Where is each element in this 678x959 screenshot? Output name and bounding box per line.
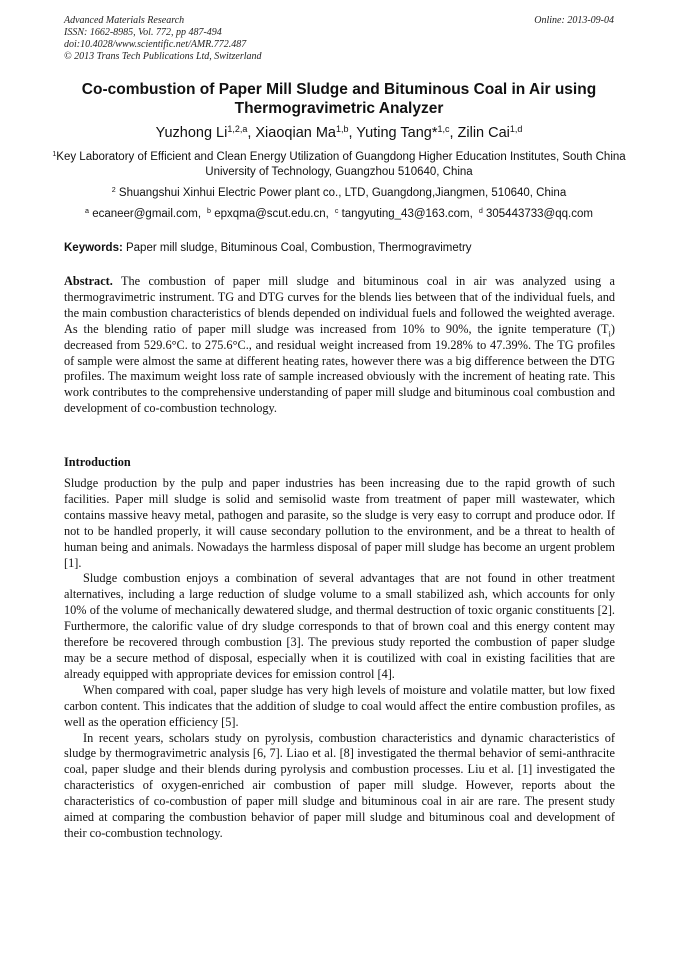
keywords-label: Keywords: [64,242,123,254]
copyright-line: © 2013 Trans Tech Publications Ltd, Switzerland [64,51,262,62]
section-heading: Introduction [64,455,131,469]
email-link[interactable]: epxqma@scut.edu.cn, [214,208,329,220]
email-link[interactable]: ecaneer@gmail.com, [92,208,202,220]
doi-line: doi:10.4028/www.scientific.net/AMR.772.487 [64,39,247,50]
paper-title: Co-combustion of Paper Mill Sludge and Bituminous Coal in Air using Thermogravimetric Analyzer [81,81,597,117]
email-item: $^c$ tangyuting_43@163.com, [334,207,473,220]
online-date-text: Online: 2013-09-04 [534,15,614,26]
paragraph: When compared with coal, paper sludge has very high levels of moisture and volatile matter, but low fixed carbon content. This indicates that the addition of sludge to coal would affect the entire combustion profiles, as well as the operation efficiency [5]. [64,682,615,729]
email-link[interactable]: tangyuting_43@163.com, [341,208,473,220]
affiliation-1: $^1$Key Laboratory of Efficient and Clean Energy Utilization of Guangdong Higher Education Institutes, South China University of Technology, Guangzhou 510640, China [52,150,626,178]
author: Zilin Cai$^{1,d}$ [457,124,523,141]
author: Yuzhong Li$^{1,2,a}$, [155,124,256,141]
email-item: $^a$ ecaneer@gmail.com, [85,207,202,220]
online-date [534,15,614,27]
introduction-body [64,476,615,842]
keywords-line [64,241,616,255]
issn-line: ISSN: 1662-8985, Vol. 772, pp 487-494 [64,27,222,38]
author: Yuting Tang*$^{1,c}$, [356,124,458,141]
email-link[interactable]: 305443733@qq.com [486,208,593,220]
keywords-text: Paper mill sludge, Bituminous Coal, Combustion, Thermogravimetry [122,242,472,254]
email-list [20,207,658,221]
paragraph: Sludge combustion enjoys a combination of several advantages that are not found in other treatment alternatives, including a large reduction of sludge volume to a small stabilized ash, which accounts for only 10% of the volume of mechanically dewatered sludge, and thermal destruction of toxic organic constituents [2]. Furthermore, the calorific value of dry sludge corresponds to that of brown coal and this energy content may therefore be recovered through combustion [3]. The previous study reported the combustion of paper sludge may be a secure method of disposal, especially when it is coutilized with coal in existing facilities that are already equipped with appropriate devices for emission control [4]. [64,571,615,681]
paragraph: In recent years, scholars study on pyrolysis, combustion characteristics and dynamic characteristics of sludge by thermogravimetric analysis [6, 7]. Liao et al. [8] investigated the thermal behavior of semi-anthracite coal, paper sludge and their blends during pyrolysis and combustion processes. Liu et al. [1] investigated the characteristics of oxygen-enriched air combustion of paper mill sludge. However, reports about the characteristics of co-combustion of paper mill sludge and bituminous coal in air are rare. The present study aimed at comparing the combustion behavior of paper mill sludge and bituminous coal and development of their co-combustion technology. [64,730,615,840]
author: Xiaoqian Ma$^{1,b}$, [255,124,357,141]
abstract-label: Abstract. [64,274,113,288]
affiliation-2: $^2$ Shuangshui Xinhui Electric Power plant co., LTD, Guangdong,Jiangmen, 510640, China [111,186,567,199]
abstract: Abstract. The combustion of paper mill sludge and bituminous coal in air was analyzed using a thermogravimetric instrument. TG and DTG curves for the blends lies between that of the individual fuels, and the main combustion characteristics of blends depended on individual fuels and followed the weighted average. As the blending ratio of paper mill sludge was increased from 10% to 90%, the ignite temperature $(T_i)$ decreased from 529.6°C. to 275.6°C., and residual weight increased from 19.28% to 47.39%. The TG profiles of sample were almost the same at different heating rates, however there was a big difference between the DTG profiles. The maximum weight loss rate of sample increased obviously with the increment of heating rate. This work contributes to the comprehensive understanding of paper mill sludge and bituminous coal combustion and development of co-combustion technology. [64,274,615,416]
journal-info [64,15,262,63]
email-item: $^b$ epxqma@scut.edu.cn, [207,207,329,220]
author-list [20,124,658,142]
email-item: $^d$ 305443733@qq.com [478,207,593,220]
paragraph: Sludge production by the pulp and paper industries has been increasing due to the rapid growth of such facilities. Paper mill sludge is solid and semisolid waste from treatment of paper mill wastewater, which contains massive heavy metal, pathogen and parasite, so the sludge is very easy to corrupt and produce odor. If not to be handled properly, it will cause secondary pollution to the environment, and be a threat to health of human being and animals. Nowadays the harmless disposal of paper mill sludge has become an urgent problem [1]. [64,476,615,570]
journal-name: Advanced Materials Research [64,15,185,26]
